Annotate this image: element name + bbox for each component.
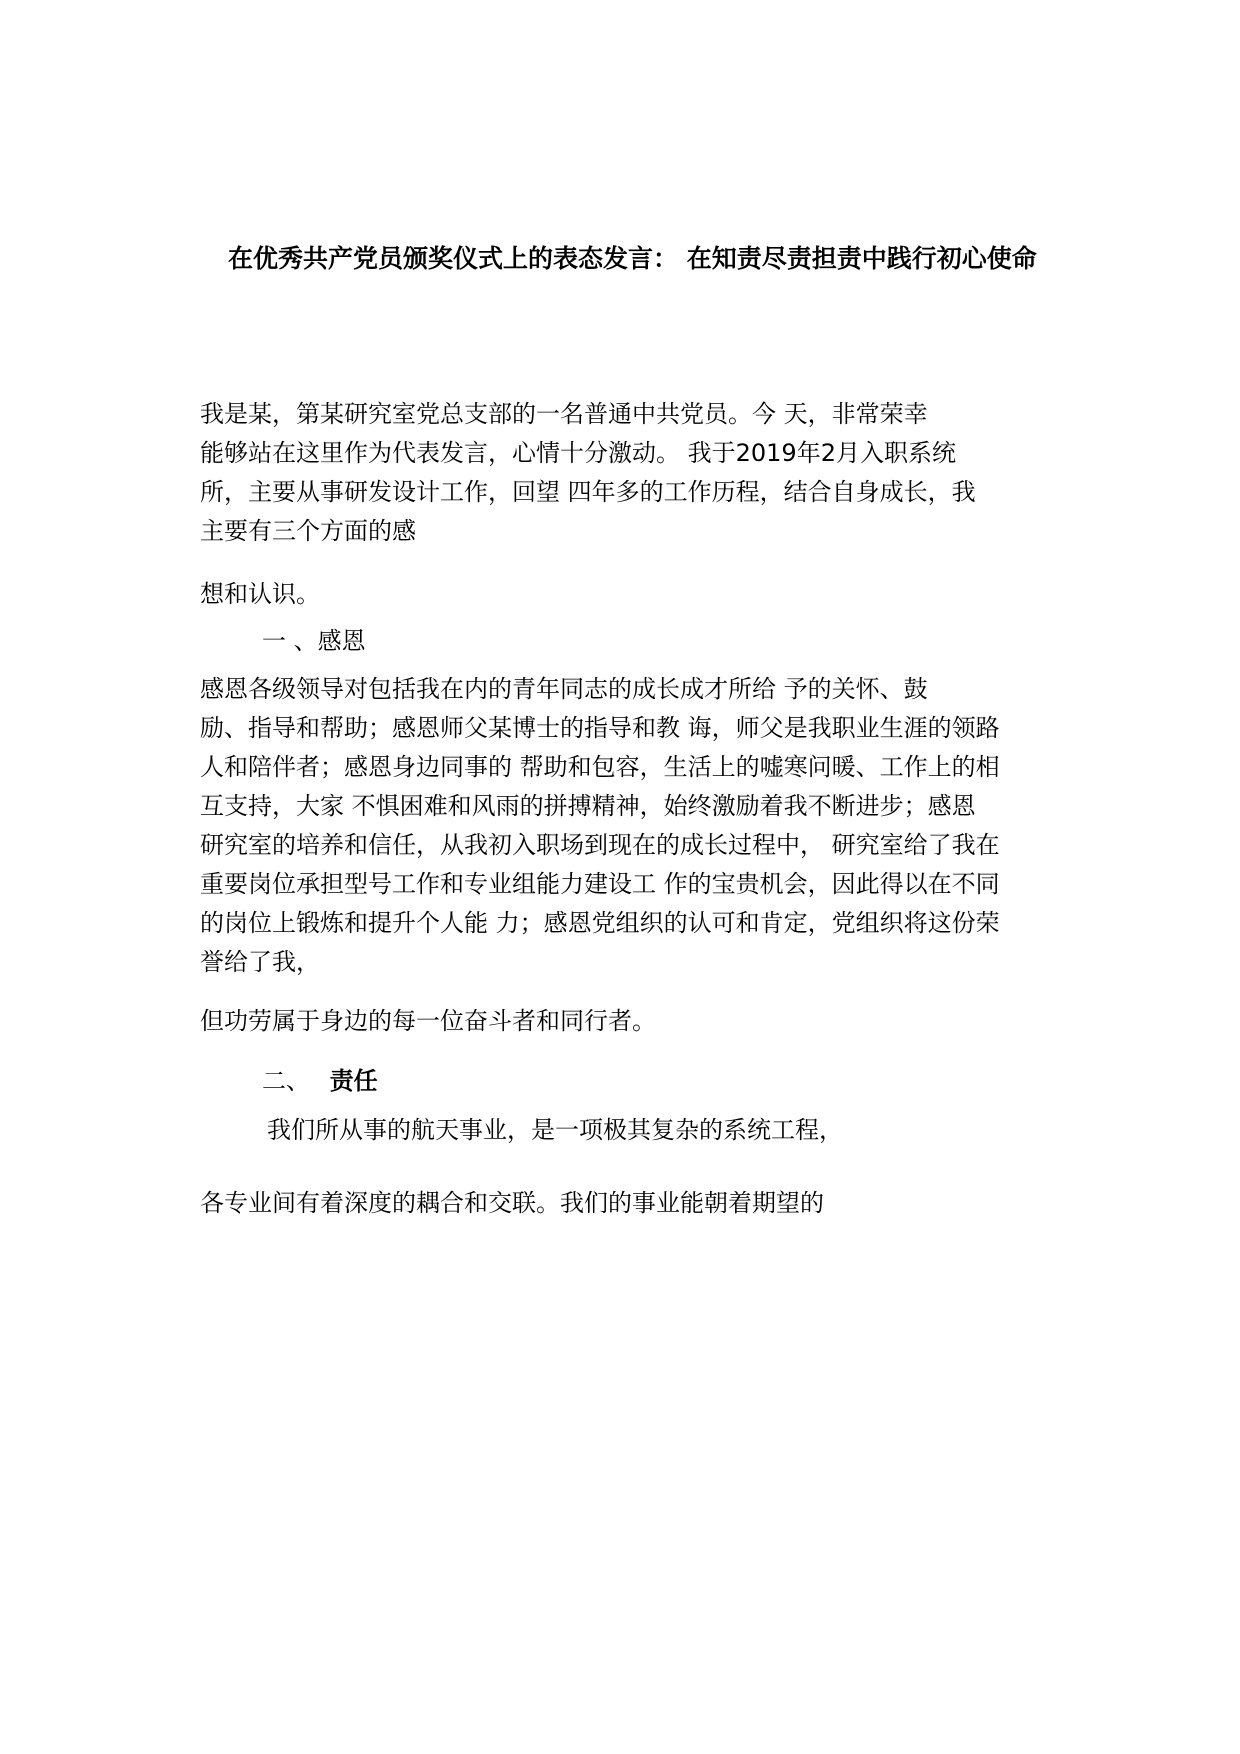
paragraph-responsibility-line: 我们所从事的航天事业，是一项极其复杂的系统工程， — [267, 1116, 843, 1144]
paragraph-gratitude-tail: 但功劳属于身边的每一位奋斗者和同行者。 — [200, 1007, 656, 1035]
paragraph-intro — [200, 395, 1080, 551]
paragraph-line: 互支持，大家 不惧困难和风雨的拼搏精神，始终激励着我不断进步；感恩 — [200, 792, 976, 820]
paragraph-line: 我是某，第某研究室党总支部的一名普通中共党员。今 天，非常荣幸 — [200, 400, 928, 428]
section-heading-text: 责任 — [329, 1067, 378, 1095]
section-heading-gratitude: 一 、感恩 — [262, 627, 366, 655]
paragraph-line: 能够站在这里作为代表发言，心情十分激动。 我于2019年2月入职系统 — [200, 439, 956, 467]
paragraph-line: 感恩各级领导对包括我在内的青年同志的成长成才所给 予的关怀、鼓 — [200, 675, 928, 703]
paragraph-gratitude — [200, 670, 1080, 982]
paragraph-line: 人和陪伴者；感恩身边同事的 帮助和包容，生活上的嘘寒问暖、工作上的相 — [200, 753, 1000, 781]
paragraph-line: 研究室的培养和信任，从我初入职场到现在的成长过程中， 研究室给了我在 — [200, 831, 1000, 859]
section-heading-number: 二、 — [262, 1067, 310, 1095]
paragraph-intro-tail: 想和认识。 — [200, 580, 320, 608]
document-title: 在优秀共产党员颁奖仪式上的表态发言： 在知责尽责担责中践行初心使命 — [228, 244, 1037, 273]
paragraph-line: 的岗位上锻炼和提升个人能 力；感恩党组织的认可和肯定，党组织将这份荣 — [200, 909, 1000, 937]
section-heading-responsibility — [262, 1063, 378, 1099]
paragraph-line: 誉给了我， — [200, 948, 320, 976]
paragraph-line: 主要有三个方面的感 — [200, 517, 416, 545]
paragraph-line: 所，主要从事研发设计工作，回望 四年多的工作历程，结合自身成长，我 — [200, 478, 976, 506]
paragraph-responsibility-line: 各专业间有着深度的耦合和交联。我们的事业能朝着期望的 — [200, 1189, 824, 1217]
paragraph-line: 重要岗位承担型号工作和专业组能力建设工 作的宝贵机会，因此得以在不同 — [200, 870, 1000, 898]
paragraph-line: 励、指导和帮助；感恩师父某博士的指导和教 诲，师父是我职业生涯的领路 — [200, 714, 1000, 742]
